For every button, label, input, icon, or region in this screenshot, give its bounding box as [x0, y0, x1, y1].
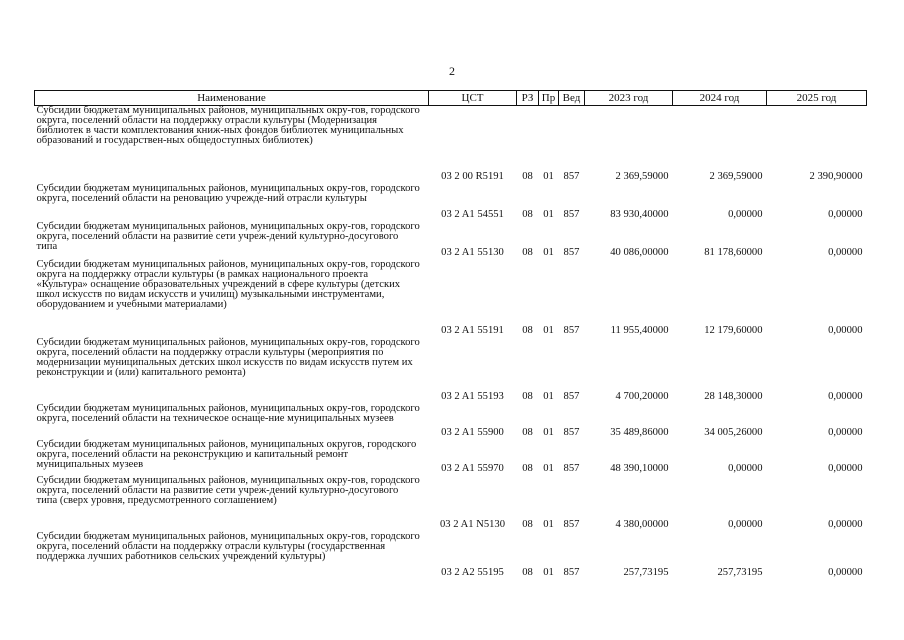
table-row — [35, 338, 867, 404]
row-2024-value: 0,00000 — [728, 518, 763, 530]
row-cst: 03 2 A1 55970 — [441, 462, 504, 474]
row-ved: 857 — [563, 324, 580, 336]
row-2025-value: 0,00000 — [828, 566, 863, 578]
row-2023-value: 83 930,40000 — [610, 208, 669, 220]
row-name: Субсидии бюджетам муниципальных районов, муниципальных окру-гов, городского округа, поселений области на поддержку отрасли культуры (государственная поддержка лучших работников сельских учреждений культуры) — [36, 530, 420, 562]
table-row — [35, 184, 867, 222]
row-rz: 08 — [522, 170, 533, 182]
row-2025-value: 0,00000 — [828, 246, 863, 258]
row-rz: 08 — [522, 462, 533, 474]
row-2023-value: 4 380,00000 — [615, 518, 669, 530]
header-cst: ЦСТ — [429, 91, 517, 106]
row-rz: 08 — [522, 208, 533, 220]
row-rz: 08 — [522, 390, 533, 402]
row-rz: 08 — [522, 518, 533, 530]
row-pr: 01 — [543, 518, 554, 530]
row-pr: 01 — [543, 324, 554, 336]
row-2025-value: 2 390,90000 — [809, 170, 863, 182]
row-pr: 01 — [543, 170, 554, 182]
row-cst: 03 2 A1 55900 — [441, 426, 504, 438]
row-name: Субсидии бюджетам муниципальных районов, муниципальных окру-гов, городского округа, поселений области на развитие сети учреж-дений культурно-досугового типа (сверх уровня, предусмотренного соглашением) — [36, 474, 420, 506]
row-2023-value: 35 489,86000 — [610, 426, 669, 438]
row-cst: 03 2 A1 55130 — [441, 246, 504, 258]
row-ved: 857 — [563, 462, 580, 474]
table-row — [35, 476, 867, 532]
row-name: Субсидии бюджетам муниципальных районов, муниципальных окру-гов, городского округа, поселений области на развитие сети учреж-дений культурно-досугового типа — [36, 220, 420, 252]
table-row — [35, 440, 867, 476]
row-pr: 01 — [543, 390, 554, 402]
row-2025-value: 0,00000 — [828, 518, 863, 530]
page-number: 2 — [449, 64, 455, 78]
table-row — [35, 404, 867, 440]
row-name: Субсидии бюджетам муниципальных районов, муниципальных окру-гов, городского округа, поселений области на поддержку отрасли культуры (мероприятия по модернизации муниципальных детских школ искусств по видам искусств путем их реконструкции и (или) капитального ремонта) — [36, 336, 420, 378]
row-cst: 03 2 A1 55191 — [441, 324, 504, 336]
row-cst: 03 2 A1 54551 — [441, 208, 504, 220]
table-row — [35, 106, 867, 184]
row-pr: 01 — [543, 246, 554, 258]
header-name: Наименование — [35, 91, 429, 106]
row-2024-value: 0,00000 — [728, 462, 763, 474]
row-2024-value: 34 005,26000 — [704, 426, 763, 438]
header-2023: 2023 год — [585, 91, 673, 106]
row-cst: 03 2 A1 N5130 — [439, 518, 506, 530]
row-2024-value: 0,00000 — [728, 208, 763, 220]
row-name: Субсидии бюджетам муниципальных районов, муниципальных окру-гов, городского округа, поселений области на техническое оснаще-ние муниципальных музеев — [36, 402, 420, 424]
table-row — [35, 222, 867, 260]
row-2023-value: 11 955,40000 — [610, 324, 669, 336]
row-cst: 03 2 A1 55193 — [441, 390, 504, 402]
row-rz: 08 — [522, 246, 533, 258]
budget-table — [34, 90, 867, 580]
table-row — [35, 260, 867, 338]
table-header-row — [35, 91, 867, 106]
header-pr: Пр — [539, 91, 559, 106]
row-2023-value: 4 700,20000 — [615, 390, 669, 402]
row-pr: 01 — [543, 566, 554, 578]
row-name: Субсидии бюджетам муниципальных районов, муниципальных окру-гов, городского округа, поселений области на поддержку отрасли культуры (Модернизация библиотек в части комплектования книж-ных фондов библиотек муниципальных образований и государствен-ных общедоступных библиотек) — [36, 105, 420, 146]
header-2024: 2024 год — [673, 91, 767, 106]
row-2024-value: 257,73195 — [717, 566, 763, 578]
row-pr: 01 — [543, 462, 554, 474]
row-cst: 03 2 A2 55195 — [441, 566, 504, 578]
row-2025-value: 0,00000 — [828, 390, 863, 402]
row-ved: 857 — [563, 208, 580, 220]
row-2023-value: 2 369,59000 — [615, 170, 669, 182]
row-pr: 01 — [543, 426, 554, 438]
header-rz: РЗ — [517, 91, 539, 106]
row-ved: 857 — [563, 518, 580, 530]
row-2024-value: 12 179,60000 — [704, 324, 763, 336]
row-name: Субсидии бюджетам муниципальных районов, муниципальных окру-гов, городского округа, поселений области на реновацию учрежде-ний отрасли культуры — [36, 182, 420, 204]
row-2023-value: 48 390,10000 — [610, 462, 669, 474]
row-rz: 08 — [522, 324, 533, 336]
row-ved: 857 — [563, 246, 580, 258]
row-rz: 08 — [522, 566, 533, 578]
row-ved: 857 — [563, 426, 580, 438]
row-2023-value: 40 086,00000 — [610, 246, 669, 258]
row-ved: 857 — [563, 566, 580, 578]
row-2025-value: 0,00000 — [828, 462, 863, 474]
row-ved: 857 — [563, 390, 580, 402]
row-2023-value: 257,73195 — [623, 566, 669, 578]
row-rz: 08 — [522, 426, 533, 438]
table-row — [35, 532, 867, 580]
row-2024-value: 2 369,59000 — [709, 170, 763, 182]
row-2024-value: 28 148,30000 — [704, 390, 763, 402]
row-2025-value: 0,00000 — [828, 426, 863, 438]
row-2025-value: 0,00000 — [828, 208, 863, 220]
header-2025: 2025 год — [767, 91, 867, 106]
row-name: Субсидии бюджетам муниципальных районов, муниципальных округов, городского округа, поселений области на реконструкцию и капитальный ремонт муниципальных музеев — [36, 438, 417, 470]
row-name: Субсидии бюджетам муниципальных районов, муниципальных окру-гов, городского округа на поддержку отрасли культуры (в рамках национального проекта «Культура» оснащение образовательных учреждений в сфере культуры (детских школ искусств по видам искусств и училищ) музыкальными инструментами, оборудованием и учебными материалами) — [36, 258, 420, 310]
header-ved: Вед — [559, 91, 585, 106]
row-2024-value: 81 178,60000 — [704, 246, 763, 258]
row-pr: 01 — [543, 208, 554, 220]
row-ved: 857 — [563, 170, 580, 182]
row-cst: 03 2 00 R5191 — [441, 170, 504, 182]
row-2025-value: 0,00000 — [828, 324, 863, 336]
